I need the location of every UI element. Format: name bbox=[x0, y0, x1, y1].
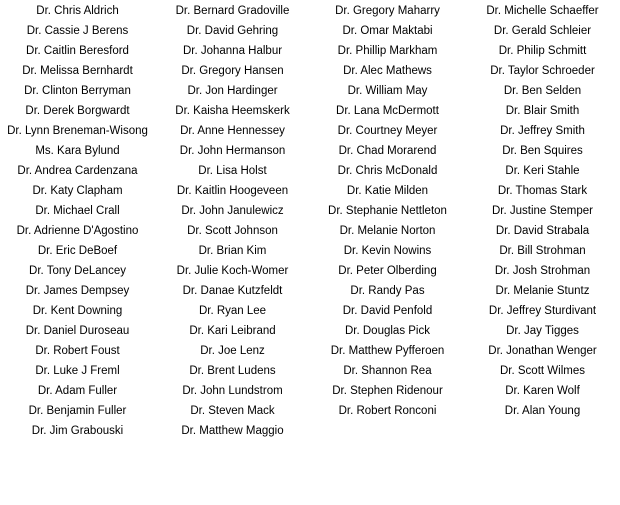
provider-name[interactable]: Dr. Caitlin Beresford bbox=[26, 45, 129, 57]
provider-name[interactable]: Dr. Luke J Freml bbox=[35, 365, 120, 377]
provider-name[interactable]: Dr. David Strabala bbox=[495, 225, 590, 237]
provider-name[interactable]: Dr. Gregory Hansen bbox=[181, 65, 284, 77]
provider-name[interactable]: Dr. Benjamin Fuller bbox=[28, 405, 127, 417]
provider-name[interactable]: Dr. Kari Leibrand bbox=[189, 325, 276, 337]
provider-name[interactable]: Dr. Philip Schmitt bbox=[498, 45, 587, 57]
provider-name[interactable]: Dr. Chris Aldrich bbox=[36, 5, 119, 17]
provider-name[interactable]: Dr. Lynn Breneman-Wisong bbox=[7, 125, 148, 137]
provider-name[interactable]: Dr. John Hermanson bbox=[179, 145, 286, 157]
provider-name[interactable]: Dr. Kent Downing bbox=[32, 305, 123, 317]
provider-name[interactable]: Dr. Phillip Markham bbox=[337, 45, 438, 57]
provider-name[interactable]: Dr. Anne Hennessey bbox=[180, 125, 285, 137]
provider-name[interactable]: Dr. Adam Fuller bbox=[37, 385, 118, 397]
provider-name[interactable]: Dr. Cassie J Berens bbox=[26, 25, 129, 37]
provider-name[interactable]: Ms. Kara Bylund bbox=[35, 145, 120, 157]
provider-name[interactable]: Dr. Robert Foust bbox=[35, 345, 120, 357]
provider-name[interactable]: Dr. Lisa Holst bbox=[198, 165, 267, 177]
provider-name[interactable]: Dr. Gerald Schleier bbox=[493, 25, 592, 37]
provider-name[interactable]: Dr. Adrienne D'Agostino bbox=[16, 225, 139, 237]
provider-name[interactable]: Dr. Chad Morarend bbox=[338, 145, 437, 157]
provider-name[interactable]: Dr. Ben Selden bbox=[503, 85, 582, 97]
provider-name[interactable]: Dr. Courtney Meyer bbox=[337, 125, 438, 137]
provider-name[interactable]: Dr. Douglas Pick bbox=[344, 325, 430, 337]
provider-name[interactable]: Dr. Joe Lenz bbox=[200, 345, 265, 357]
provider-name[interactable]: Dr. John Lundstrom bbox=[182, 385, 283, 397]
provider-name[interactable]: Dr. Omar Maktabi bbox=[342, 25, 433, 37]
provider-name[interactable]: Dr. Melanie Stuntz bbox=[495, 285, 590, 297]
provider-name[interactable]: Dr. Blair Smith bbox=[505, 105, 580, 117]
provider-name[interactable]: Dr. William May bbox=[347, 85, 428, 97]
provider-name[interactable]: Dr. Derek Borgwardt bbox=[25, 105, 130, 117]
provider-name[interactable]: Dr. Brent Ludens bbox=[189, 365, 276, 377]
provider-name[interactable]: Dr. Stephen Ridenour bbox=[332, 385, 443, 397]
provider-name[interactable]: Dr. Steven Mack bbox=[190, 405, 275, 417]
provider-name[interactable]: Dr. Julie Koch-Womer bbox=[176, 265, 289, 277]
provider-name[interactable]: Dr. Scott Wilmes bbox=[500, 365, 585, 377]
provider-name[interactable]: Dr. Clinton Berryman bbox=[24, 85, 131, 97]
provider-name[interactable]: Dr. Tony DeLancey bbox=[29, 265, 126, 277]
provider-column-4 bbox=[465, 4, 620, 505]
provider-name[interactable]: Dr. Karen Wolf bbox=[505, 385, 580, 397]
provider-name[interactable]: Dr. Kaitlin Hoogeveen bbox=[176, 185, 289, 197]
provider-name[interactable]: Dr. Ben Squires bbox=[502, 145, 583, 157]
provider-name[interactable]: Dr. David Penfold bbox=[342, 305, 433, 317]
provider-name[interactable]: Dr. Kevin Nowins bbox=[343, 245, 432, 257]
provider-name[interactable]: Dr. Jim Grabouski bbox=[31, 425, 124, 437]
provider-name[interactable]: Dr. Alec Mathews bbox=[343, 65, 432, 77]
provider-name[interactable]: Dr. Jeffrey Smith bbox=[500, 125, 585, 137]
provider-name[interactable]: Dr. Kaisha Heemskerk bbox=[175, 105, 290, 117]
provider-name[interactable]: Dr. David Gehring bbox=[186, 25, 279, 37]
provider-name[interactable]: Dr. Thomas Stark bbox=[497, 185, 588, 197]
provider-name[interactable]: Dr. Jonathan Wenger bbox=[488, 345, 597, 357]
provider-column-3 bbox=[310, 4, 465, 505]
provider-name[interactable]: Dr. Matthew Pyfferoen bbox=[330, 345, 445, 357]
provider-name[interactable]: Dr. Gregory Maharry bbox=[335, 5, 440, 17]
provider-name[interactable]: Dr. Daniel Duroseau bbox=[25, 325, 130, 337]
provider-name[interactable]: Dr. Chris McDonald bbox=[337, 165, 438, 177]
provider-name[interactable]: Dr. Bill Strohman bbox=[499, 245, 586, 257]
provider-name[interactable]: Dr. Scott Johnson bbox=[187, 225, 278, 237]
provider-name[interactable]: Dr. John Janulewicz bbox=[181, 205, 284, 217]
provider-name[interactable]: Dr. Katy Clapham bbox=[32, 185, 123, 197]
provider-name[interactable]: Dr. Taylor Schroeder bbox=[490, 65, 595, 77]
provider-name[interactable]: Dr. James Dempsey bbox=[25, 285, 130, 297]
provider-name[interactable]: Dr. Josh Strohman bbox=[494, 265, 591, 277]
provider-name[interactable]: Dr. Jeffrey Sturdivant bbox=[488, 305, 597, 317]
provider-column-2 bbox=[155, 4, 310, 505]
provider-name[interactable]: Dr. Stephanie Nettleton bbox=[328, 205, 447, 217]
provider-name[interactable]: Dr. Shannon Rea bbox=[343, 365, 432, 377]
provider-name[interactable]: Dr. Alan Young bbox=[504, 405, 581, 417]
provider-column-1 bbox=[0, 4, 155, 505]
provider-name[interactable]: Dr. Peter Olberding bbox=[338, 265, 437, 277]
provider-name[interactable]: Dr. Eric DeBoef bbox=[37, 245, 118, 257]
provider-name[interactable]: Dr. Danae Kutzfeldt bbox=[182, 285, 283, 297]
provider-name[interactable]: Dr. Robert Ronconi bbox=[338, 405, 437, 417]
provider-name[interactable]: Dr. Ryan Lee bbox=[198, 305, 267, 317]
provider-name[interactable]: Dr. Matthew Maggio bbox=[181, 425, 284, 437]
provider-name[interactable]: Dr. Lana McDermott bbox=[336, 105, 439, 117]
provider-name[interactable]: Dr. Brian Kim bbox=[198, 245, 267, 257]
provider-name[interactable]: Dr. Jon Hardinger bbox=[187, 85, 278, 97]
provider-name[interactable]: Dr. Jay Tigges bbox=[506, 325, 579, 337]
provider-name[interactable]: Dr. Andrea Cardenzana bbox=[17, 165, 138, 177]
provider-name[interactable]: Dr. Randy Pas bbox=[350, 285, 425, 297]
provider-name[interactable]: Dr. Michael Crall bbox=[35, 205, 120, 217]
provider-name[interactable]: Dr. Keri Stahle bbox=[505, 165, 580, 177]
provider-name[interactable]: Dr. Katie Milden bbox=[346, 185, 429, 197]
provider-name[interactable]: Dr. Melissa Bernhardt bbox=[22, 65, 133, 77]
provider-name[interactable]: Dr. Bernard Gradoville bbox=[175, 5, 290, 17]
provider-name[interactable]: Dr. Michelle Schaeffer bbox=[486, 5, 599, 17]
provider-name[interactable]: Dr. Melanie Norton bbox=[339, 225, 436, 237]
provider-name[interactable]: Dr. Johanna Halbur bbox=[182, 45, 283, 57]
provider-name[interactable]: Dr. Justine Stemper bbox=[492, 205, 593, 217]
